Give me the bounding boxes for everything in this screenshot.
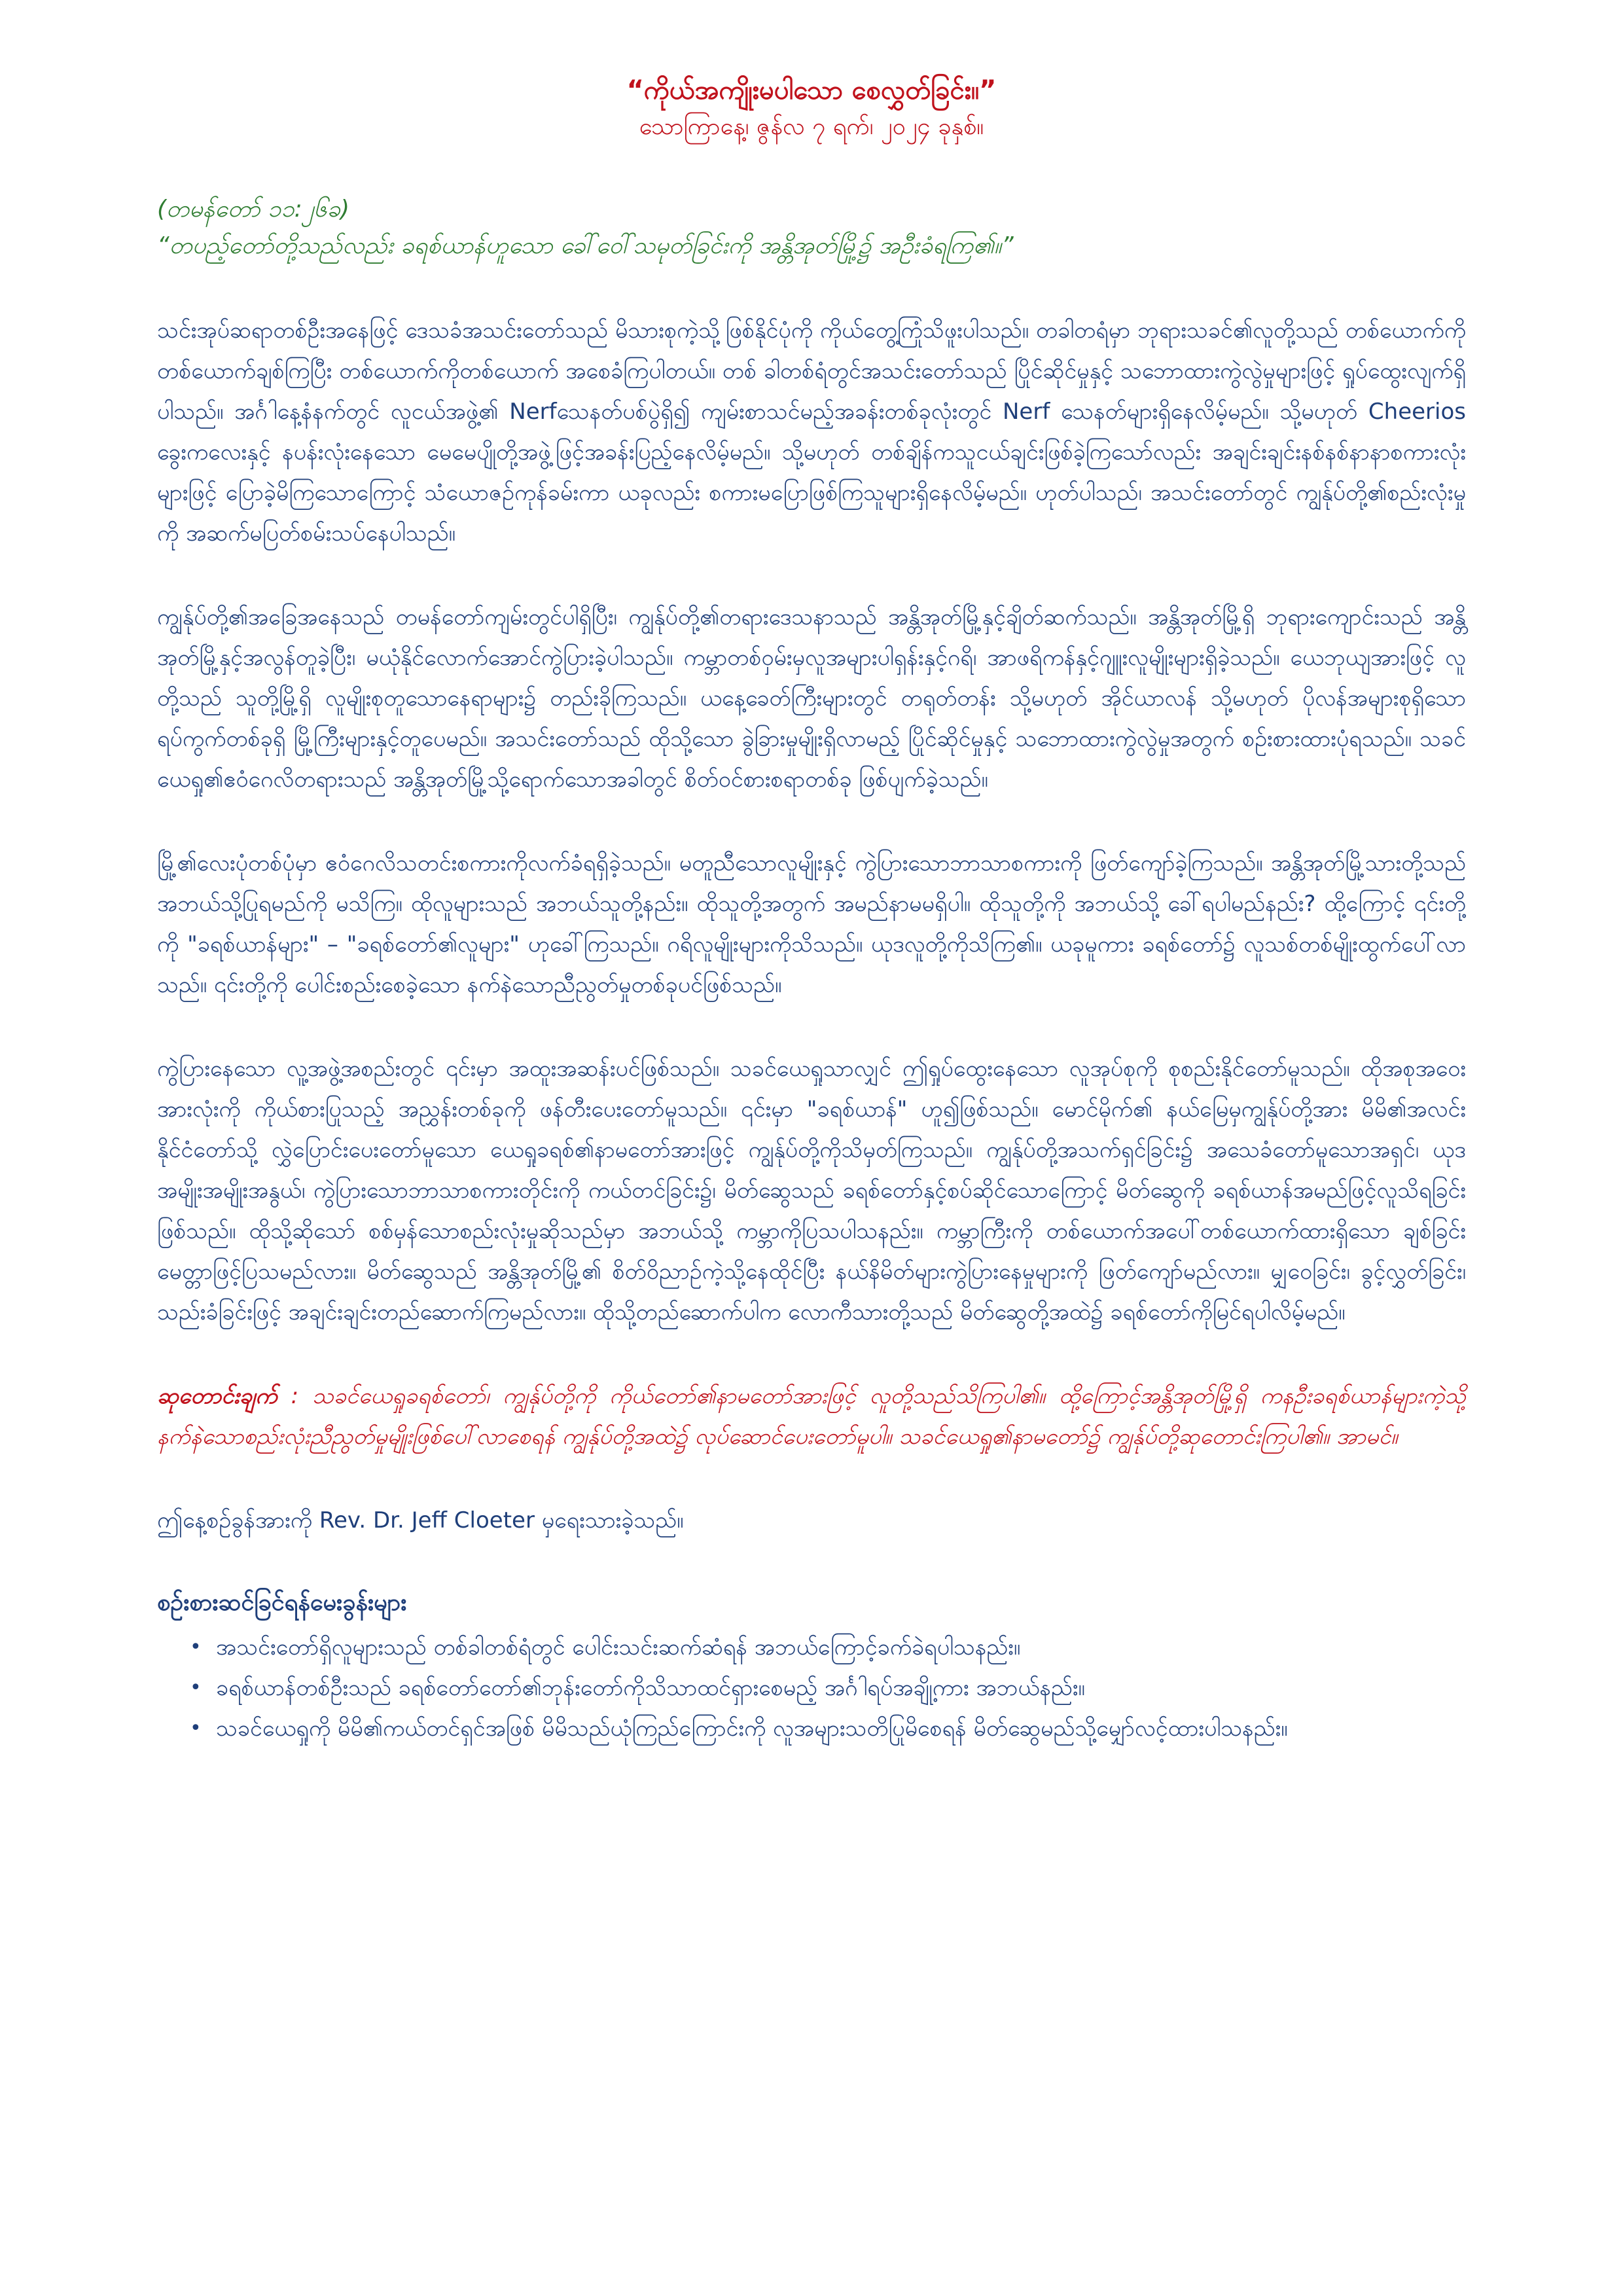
list-item xyxy=(190,1668,1466,1708)
devotional-date: သောကြာနေ့၊ ဇွန်လ ၇ ရက်၊ ၂၀၂၄ ခုနှစ်။ xyxy=(639,113,984,140)
list-item xyxy=(190,1627,1466,1668)
body-paragraph-1: သင်းအုပ်ဆရာတစ်ဦးအနေဖြင့် ဒေသခံအသင်းတော်သည် မိသားစုကဲ့သို့ဖြစ်နိုင်ပုံကို ကိုယ်တွေ့ကြုံသိဖူးပါသည်။ တခါတရံမှာ ဘုရားသခင်၏လူတို့သည် တစ်ယောက်ကိုတစ်ယောက်ချစ်ကြပြီး တစ်ယောက်ကိုတစ်ယောက် အစေခံကြပါတယ်။ တစ် ခါတစ်ရံတွင်အသင်းတော်သည် ပြိုင်ဆိုင်မှုနှင့် သဘောထားကွဲလွဲမှုများဖြင့် ရှုပ်ထွေးလျက်ရှိပါသည်။ အင်္ဂါနေ့နံနက်တွင် လူငယ်အဖွဲ့၏ Nerfသေနတ်ပစ်ပွဲရှိ၍ ကျမ်းစာသင်မည့်အခန်းတစ်ခုလုံးတွင် Nerf သေနတ်များရှိနေလိမ့်မည်။ သို့မဟုတ် Cheerios ခွေးကလေးနှင့် နပန်းလုံးနေသော မေမေပျိုတို့အဖွဲ့ဖြင့်အခန်းပြည့်နေလိမ့်မည်။ သို့မဟုတ် တစ်ချိန်ကသူငယ်ချင်းဖြစ်ခဲ့ကြသော်လည်း အချင်းချင်းနစ်နစ်နာနာစကားလုံးများဖြင့် ပြောခဲ့မိကြသောကြောင့် သံယောဇဉ်ကုန်ခမ်းကာ ယခုလည်း စကားမပြောဖြစ်ကြသူများရှိနေလိမ့်မည်။ ဟုတ်ပါသည်၊ အသင်းတော်တွင် ကျွန်ုပ်တို့၏စည်းလုံးမှုကို အဆက်မပြတ်စမ်းသပ်နေပါသည်။ xyxy=(157,317,1466,547)
questions-heading: စဉ်းစားဆင်ခြင်ရန်မေးခွန်းများ xyxy=(157,1589,407,1616)
body-paragraph-4: ကွဲပြားနေသော လူ့အဖွဲ့အစည်းတွင် ၎င်းမှာ အထူးအဆန်းပင်ဖြစ်သည်။ သခင်ယေရှုသာလျှင် ဤရှုပ်ထွေးနေသော လူအုပ်စုကို စုစည်းနိုင်တော်မူသည်။ ထိုအစုအဝေးအားလုံးကို ကိုယ်စားပြုသည့် အညွှန်းတစ်ခုကို ဖန်တီးပေးတော်မူသည်။ ၎င်းမှာ "ခရစ်ယာန်" ဟူ၍ဖြစ်သည်။ မောင်မိုက်၏ နယ်မြေမှကျွန်ုပ်တို့အား မိမိ၏အလင်းနိုင်ငံတော်သို့ လွှဲပြောင်းပေးတော်မူသော ယေရှုခရစ်၏နာမတော်အားဖြင့် ကျွန်ုပ်တို့ကိုသိမှတ်ကြသည်။ ကျွန်ုပ်တို့အသက်ရှင်ခြင်း၌ အသေခံတော်မူသောအရှင်၊ ယုဒအမျိုးအမျိုးအနွယ်၊ ကွဲပြားသောဘာသာစကားတိုင်းကို ကယ်တင်ခြင်း၌၊ မိတ်ဆွေသည် ခရစ်တော်နှင့်စပ်ဆိုင်သောကြောင့် မိတ်ဆွေကို ခရစ်ယာန်အမည်ဖြင့်လူသိရခြင်းဖြစ်သည်။ ထိုသို့ဆိုသော် စစ်မှန်သောစည်းလုံးမှုဆိုသည်မှာ အဘယ်သို့ ကမ္ဘာကိုပြသပါသနည်း။ ကမ္ဘာကြီးကို တစ်ယောက်အပေါ်တစ်ယောက်ထားရှိသော ချစ်ခြင်းမေတ္တာဖြင့်ပြသမည်လား။ မိတ်ဆွေသည် အန္တိအုတ်မြို့၏ စိတ်ဝိညာဉ်ကဲ့သို့နေထိုင်ပြီး နယ်နိမိတ်များကွဲပြားနေမှုများကို ဖြတ်ကျော်မည်လား။ မျှဝေခြင်း၊ ခွင့်လွှတ်ခြင်း၊ သည်းခံခြင်းဖြင့် အချင်းချင်းတည်ဆောက်ကြမည်လား။ ထိုသို့တည်ဆောက်ပါက လောကီသားတို့သည် မိတ်ဆွေတို့အထဲ၌ ခရစ်တော်ကိုမြင်ရပါလိမ့်မည်။ xyxy=(157,1056,1466,1325)
question-text: ခရစ်ယာန်တစ်ဦးသည် ခရစ်တော်တော်၏ဘုန်းတော်ကိုသိသာထင်ရှားစေမည့် အင်္ဂါရပ်အချို့ကား အဘယ်နည်း။ xyxy=(216,1675,1085,1701)
bullet-icon: • xyxy=(190,1717,202,1740)
prayer-text: သခင်ယေရှုခရစ်တော်၊ ကျွန်ုပ်တို့ကို ကိုယ်တော်၏နာမတော်အားဖြင့် လူတို့သည်သိကြပါ၏။ ထို့ကြောင့်အန္တိအုတ်မြို့ရှိ ကနဦးခရစ်ယာန်များကဲ့သို့ နက်နဲသောစည်းလုံးညီညွတ်မှုမျိုးဖြစ်ပေါ်လာစေရန် ကျွန်ုပ်တို့အထဲ၌ လုပ်ဆောင်ပေးတော်မူပါ။ သခင်ယေရှု၏နာမတော်၌ ကျွန်ုပ်တို့ဆုတောင်းကြပါ၏။ အာမင်။ xyxy=(157,1383,1466,1450)
body-paragraph-2: ကျွန်ုပ်တို့၏အခြေအနေသည် တမန်တော်ကျမ်းတွင်ပါရှိပြီး၊ ကျွန်ုပ်တို့၏တရားဒေသနာသည် အန္တိအုတ်မြို့နှင့်ချိတ်ဆက်သည်။ အန္တိအုတ်မြို့ရှိ ဘုရားကျောင်းသည် အန္တိအုတ်မြို့နှင့်အလွန်တူခဲ့ပြီး၊ မယုံနိုင်လောက်အောင်ကွဲပြားခဲ့ပါသည်။ ကမ္ဘာတစ်ဝှမ်းမှလူအများပါရှန်းနှင့်ဂရိ၊ အာဖရိကန်နှင့်ဂျူးလူမျိုးများရှိခဲ့သည်။ ယေဘုယျအားဖြင့် လူတို့သည် သူတို့မြို့ရှိ လူမျိုးစုတူသောနေရာများ၌ တည်းခိုကြသည်။ ယနေ့ခေတ်ကြီးများတွင် တရုတ်တန်း သို့မဟုတ် အိုင်ယာလန် သို့မဟုတ် ပိုလန်အများစုရှိသော ရပ်ကွက်တစ်ခုရှိ မြို့ကြီးများနှင့်တူပေမည်။ အသင်းတော်သည် ထိုသို့သော ခွဲခြားမှုမျိုးရှိလာမည့် ပြိုင်ဆိုင်မှုနှင့် သဘောထားကွဲလွဲမှုအတွက် စဉ်းစားထားပုံရသည်။ သခင်ယေရှု၏ဧဝံဂေလိတရားသည် အန္တိအုတ်မြို့သို့ရောက်သောအခါတွင် စိတ်ဝင်စားစရာတစ်ခု ဖြစ်ပျက်ခဲ့သည်။ xyxy=(157,604,1466,793)
list-item xyxy=(190,1708,1466,1749)
prayer-separator: : xyxy=(277,1383,312,1409)
prayer xyxy=(157,1376,1466,1457)
verse-text: “တပည့်တော်တို့သည်လည်း ခရစ်ယာန်ဟူသော ခေါ်ဝေါ်သမုတ်ခြင်းကို အန္တိအုတ်မြို့၌ အဦးခံရကြ၏။” xyxy=(157,232,1014,259)
question-text: အသင်းတော်ရှိလူများသည် တစ်ခါတစ်ရံတွင် ပေါင်းသင်းဆက်ဆံရန် အဘယ်ကြောင့်ခက်ခဲရပါသနည်း။ xyxy=(216,1634,1021,1660)
devotional-title: “ကိုယ်အကျိုးမပါသော စေလွှတ်ခြင်း။” xyxy=(626,75,997,105)
bullet-icon: • xyxy=(190,1676,202,1699)
author-credit: ဤနေ့စဉ်ခွန်အားကို Rev. Dr. Jeff Cloeter မှရေးသားခဲ့သည်။ xyxy=(157,1507,684,1534)
prayer-label: ဆုတောင်းချက် xyxy=(157,1383,277,1409)
bullet-icon: • xyxy=(190,1636,202,1659)
questions-list xyxy=(157,1627,1466,1749)
verse-reference: (တမန်တော် ၁၁:၂၆ခ) xyxy=(157,196,349,223)
body-paragraph-3: မြို့၏လေးပုံတစ်ပုံမှာ ဧဝံဂေလိသတင်းစကားကိုလက်ခံရရှိခဲ့သည်။ မတူညီသောလူမျိုးနှင့် ကွဲပြားသောဘာသာစကားကို ဖြတ်ကျော်ခဲ့ကြသည်။ အန္တိအုတ်မြို့သားတို့သည် အဘယ်သို့ပြုရမည်ကို မသိကြ။ ထိုလူများသည် အဘယ်သူတို့နည်း။ ထိုသူတို့အတွက် အမည်နာမမရှိပါ။ ထိုသူတို့ကို အဘယ်သို့ ခေါ်ရပါမည်နည်း? ထို့ကြောင့် ၎င်းတို့ကို "ခရစ်ယာန်များ" – "ခရစ်တော်၏လူများ" ဟုခေါ်ကြသည်။ ဂရိလူမျိုးများကိုသိသည်။ ယုဒလူတို့ကိုသိကြ၏။ ယခုမူကား ခရစ်တော်၌ လူသစ်တစ်မျိုးထွက်ပေါ်လာသည်။ ၎င်းတို့ကို ပေါင်းစည်းစေခဲ့သော နက်နဲသောညီညွတ်မှုတစ်ခုပင်ဖြစ်သည်။ xyxy=(157,850,1466,998)
question-text: သခင်ယေရှုကို မိမိ၏ကယ်တင်ရှင်အဖြစ် မိမိသည်ယုံကြည်ကြောင်းကို လူအများသတိပြုမိစေရန် မိတ်ဆွေမည်သို့မျှော်လင့်ထားပါသနည်း။ xyxy=(216,1715,1288,1742)
